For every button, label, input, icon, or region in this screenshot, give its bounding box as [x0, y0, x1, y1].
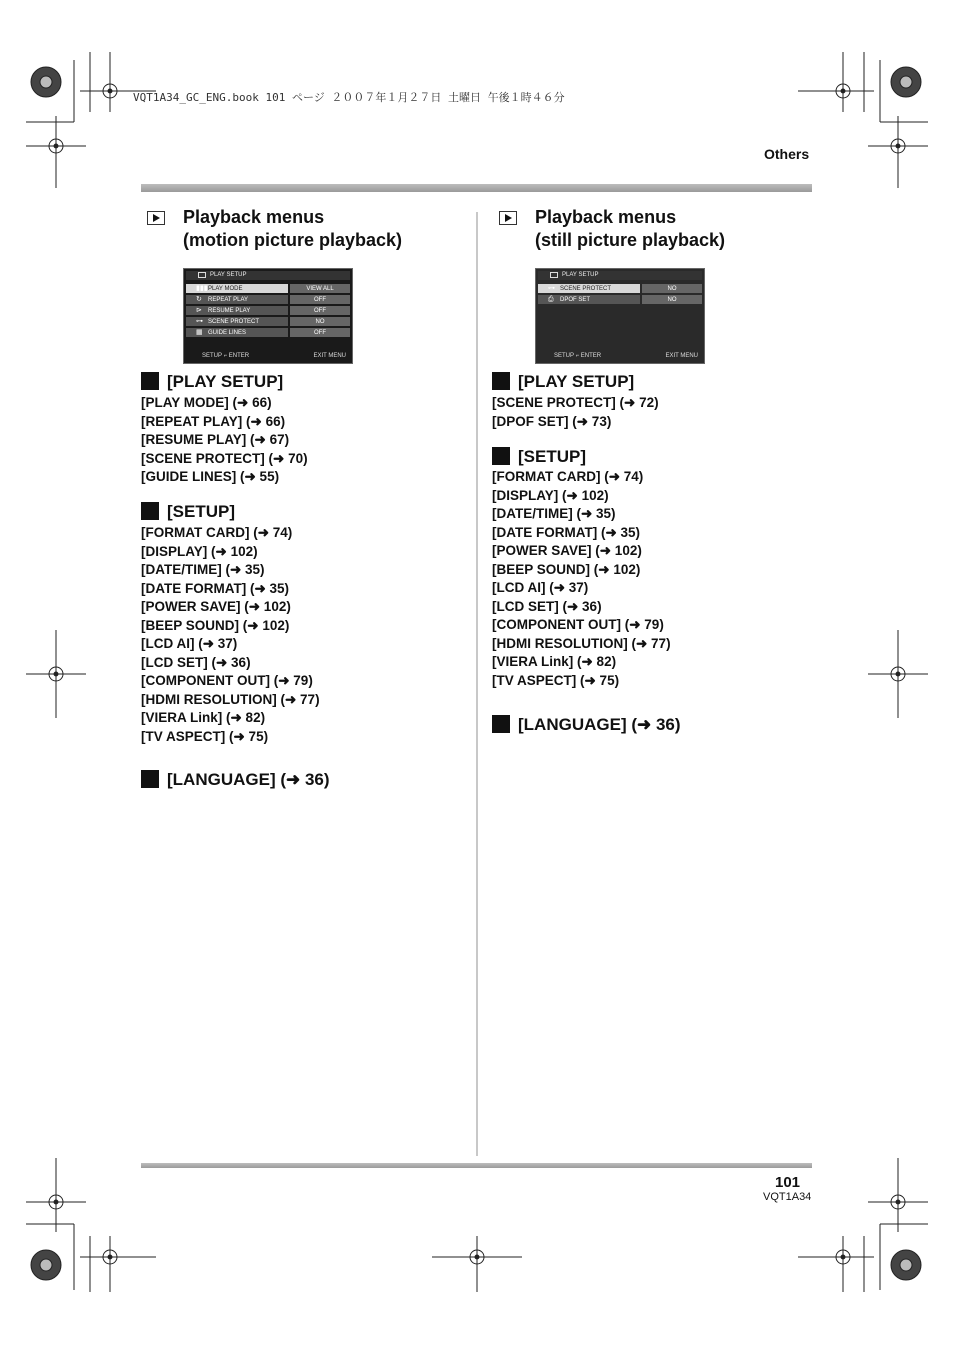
list-item: [RESUME PLAY] (➜ 67): [141, 432, 290, 447]
list-item: [GUIDE LINES] (➜ 55): [141, 469, 280, 484]
list-item: [DISPLAY] (➜ 102): [492, 487, 609, 503]
play-icon: [550, 272, 558, 278]
print-file-line: VQT1A34_GC_ENG.book 101 ページ ２００７年１月２７日 土曜日 午後１時４６分: [133, 91, 565, 104]
key-icon: ⊶: [196, 318, 203, 325]
list-item: [TV ASPECT] (➜ 75): [492, 672, 620, 688]
screen-footer: SETUP ⌐ ENTER EXIT MENU: [202, 353, 346, 359]
left-play-setup-list: [141, 394, 308, 487]
list-item: [LCD SET] (➜ 36): [492, 598, 602, 614]
square-bullet-icon: [492, 715, 510, 733]
grid-icon: ▦: [196, 329, 203, 336]
left-setup-heading: [SETUP]: [141, 502, 235, 522]
doc-code: VQT1A34: [763, 1191, 812, 1203]
play-icon: [198, 272, 206, 278]
list-item: [TV ASPECT] (➜ 75): [141, 728, 269, 744]
list-item: [SCENE PROTECT] (➜ 70): [141, 450, 308, 466]
bottom-rule: [141, 1163, 812, 1168]
right-play-setup-list: [492, 394, 659, 431]
list-item: [DPOF SET] (➜ 73): [492, 413, 612, 429]
list-item: [DATE/TIME] (➜ 35): [492, 506, 616, 521]
square-bullet-icon: [492, 447, 510, 465]
right-setup-heading: [SETUP]: [492, 447, 586, 467]
left-setup-list: [141, 524, 320, 746]
screen-row: RESUME PLAY ⊳ OFF: [184, 306, 352, 316]
list-item: [FORMAT CARD] (➜ 74): [492, 469, 644, 484]
list-item: [POWER SAVE] (➜ 102): [141, 599, 291, 614]
list-item: [REPEAT PLAY] (➜ 66): [141, 413, 286, 429]
screen-row: DPOF SET ⎙ NO: [536, 295, 704, 305]
playback-icon: [147, 211, 165, 225]
repeat-icon: ↻: [196, 296, 202, 303]
list-item: [VIERA Link] (➜ 82): [141, 710, 266, 725]
list-item: [BEEP SOUND] (➜ 102): [141, 617, 290, 633]
left-language-heading: [LANGUAGE] (➜ 36): [141, 770, 330, 790]
right-play-setup-heading: [PLAY SETUP]: [492, 372, 634, 392]
section-title: Others: [764, 146, 810, 162]
list-item: [BEEP SOUND] (➜ 102): [492, 561, 641, 577]
top-rule: [141, 184, 812, 192]
play-mode-icon: ▮▮▮: [196, 285, 208, 292]
right-setup-list: [492, 468, 671, 690]
right-language-heading: [LANGUAGE] (➜ 36): [492, 715, 681, 735]
list-item: [HDMI RESOLUTION] (➜ 77): [141, 691, 320, 707]
list-item: [LCD SET] (➜ 36): [141, 654, 251, 670]
left-heading-line2: (motion picture playback): [183, 230, 403, 250]
right-heading-line1: Playback menus: [535, 207, 677, 227]
screen-row: SCENE PROTECT ⊶ NO: [184, 317, 352, 327]
list-item: [LCD AI] (➜ 37): [141, 636, 238, 651]
list-item: [LCD AI] (➜ 37): [492, 580, 589, 595]
screen-row: GUIDE LINES ▦ OFF: [184, 328, 352, 338]
screen-footer: SETUP ⌐ ENTER EXIT MENU: [554, 353, 698, 359]
square-bullet-icon: [141, 770, 159, 788]
menu-screenshot-still: [535, 268, 705, 364]
list-item: [DATE FORMAT] (➜ 35): [492, 524, 641, 540]
left-heading: [183, 206, 402, 252]
list-item: [VIERA Link] (➜ 82): [492, 654, 617, 669]
right-heading: [535, 206, 725, 252]
page-number: 101: [775, 1174, 801, 1191]
key-icon: ⊶: [548, 285, 555, 292]
square-bullet-icon: [141, 372, 159, 390]
list-item: [POWER SAVE] (➜ 102): [492, 543, 642, 558]
column-divider: [476, 212, 478, 1156]
list-item: [SCENE PROTECT] (➜ 72): [492, 395, 659, 410]
list-item: [DATE/TIME] (➜ 35): [141, 562, 265, 577]
right-heading-line2: (still picture playback): [535, 230, 726, 250]
list-item: [FORMAT CARD] (➜ 74): [141, 525, 293, 540]
list-item: [DATE FORMAT] (➜ 35): [141, 580, 290, 596]
list-item: [COMPONENT OUT] (➜ 79): [492, 617, 664, 632]
resume-icon: ⊳: [196, 307, 202, 314]
screen-row: REPEAT PLAY ↻ OFF: [184, 295, 352, 305]
screen-title-bar: PLAY SETUP: [538, 271, 702, 280]
square-bullet-icon: [492, 372, 510, 390]
left-play-setup-heading: [PLAY SETUP]: [141, 372, 283, 392]
list-item: [DISPLAY] (➜ 102): [141, 543, 258, 559]
dpof-icon: ⎙: [548, 296, 554, 303]
square-bullet-icon: [141, 502, 159, 520]
screen-title-bar: PLAY SETUP: [186, 271, 350, 280]
screen-row: SCENE PROTECT ⊶ NO: [536, 284, 704, 294]
list-item: [HDMI RESOLUTION] (➜ 77): [492, 635, 671, 651]
left-heading-line1: Playback menus: [183, 207, 325, 227]
playback-icon: [499, 211, 517, 225]
list-item: [PLAY MODE] (➜ 66): [141, 395, 272, 410]
menu-screenshot-motion: [183, 268, 353, 364]
screen-row: PLAY MODE ▮▮▮ VIEW ALL: [184, 284, 352, 294]
list-item: [COMPONENT OUT] (➜ 79): [141, 673, 313, 688]
